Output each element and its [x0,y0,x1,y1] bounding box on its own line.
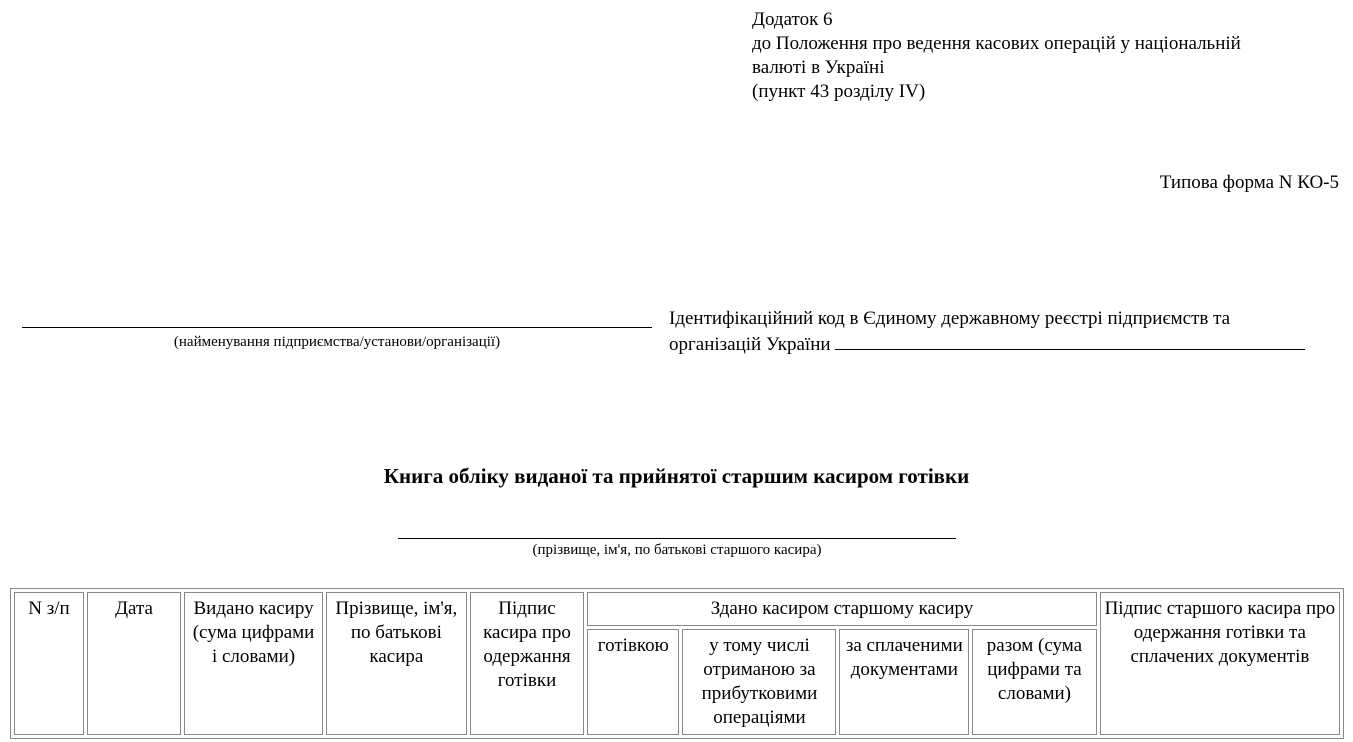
appendix-line-4: (пункт 43 розділу IV) [752,81,926,102]
col-incl-received-header: у тому числі отриманою за прибутковими операціями [682,629,836,735]
col-date-header: Дата [87,592,181,735]
book-title: Книга обліку виданої та прийнятої старшим касиром готівки [383,464,970,488]
organization-name-caption: (найменування підприємства/установи/організації) [173,334,501,350]
appendix-line-3: валюті в Україні [752,57,885,78]
appendix-line-1: Додаток 6 [752,9,833,30]
col-cashier-signature-header: Підпис касира про одержання готівки [470,592,584,735]
col-paid-docs-header: за сплаченими документами [839,629,969,735]
header-row-1 [14,592,1340,626]
appendix-line-2: до Положення про ведення касових операцій у національній [752,33,1241,54]
col-issued-header: Видано касиру (сума цифрами і словами) [184,592,323,735]
typical-form-label: Типова форма N КО-5 [1159,172,1339,193]
col-total-header: разом (сума цифрами та словами) [972,629,1097,735]
senior-cashier-caption: (прізвище, ім'я, по батькові старшого касира) [532,542,822,558]
col-senior-signature-header: Підпис старшого касира про одержання готівки та сплачених документів [1100,592,1340,735]
col-cashier-name-header: Прізвище, ім'я, по батькові касира [326,592,467,735]
col-handed-group-header: Здано касиром старшому касиру [587,592,1097,626]
ident-line-2-row [669,331,1339,357]
ident-line-2: організацій України [669,334,831,355]
col-cash-header: готівкою [587,629,679,735]
col-number-header: N з/п [14,592,84,735]
organization-name-line[interactable] [22,327,652,328]
appendix-header [752,8,1241,104]
identification-code-block [669,307,1339,357]
ident-line-1: Ідентифікаційний код в Єдиному державному реєстрі підприємств та [669,308,1231,329]
identification-code-field[interactable] [835,331,1305,350]
senior-cashier-name-line[interactable] [398,538,956,539]
ledger-table [10,588,1344,739]
